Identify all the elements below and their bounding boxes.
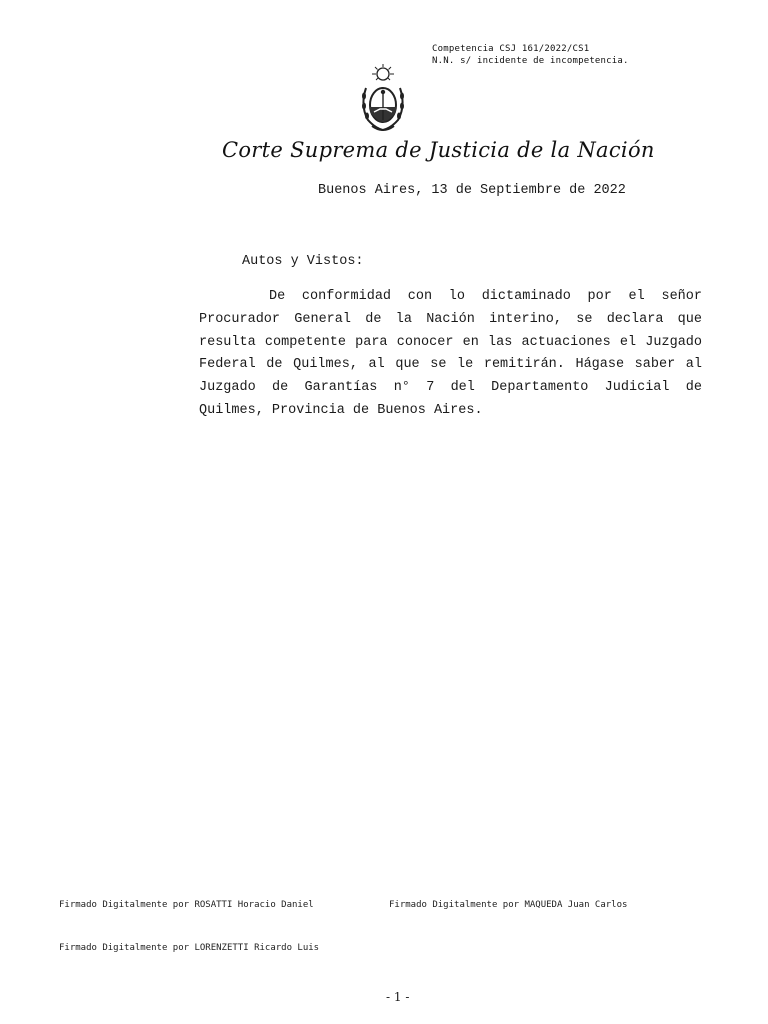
date-line: Buenos Aires, 13 de Septiembre de 2022	[318, 183, 626, 198]
coat-of-arms-icon	[358, 62, 408, 134]
case-subject: N.N. s/ incidente de incompetencia.	[432, 56, 629, 66]
court-name: Corte Suprema de Justicia de la Nación	[222, 138, 655, 162]
section-heading: Autos y Vistos:	[242, 254, 364, 269]
resolution-paragraph: De conformidad con lo dictaminado por el señor Procurador General de la Nación interino, se declara que resulta competente para conocer en las actuaciones el Juzgado Federal de Quilmes, al que se le remitirán. Hágase saber al Juzgado de Garantías n° 7 del Departamento Judicial de Quilmes, Provincia de Buenos Aires.	[199, 289, 702, 418]
signature-lorenzetti: Firmado Digitalmente por LORENZETTI Ricardo Luis	[59, 943, 320, 953]
signature-maqueda: Firmado Digitalmente por MAQUEDA Juan Carlos	[389, 900, 628, 910]
page-number: - 1 -	[386, 990, 410, 1004]
signature-rosatti: Firmado Digitalmente por ROSATTI Horacio Daniel	[59, 900, 314, 910]
case-number: Competencia CSJ 161/2022/CS1	[432, 44, 590, 54]
case-caption	[432, 43, 629, 67]
